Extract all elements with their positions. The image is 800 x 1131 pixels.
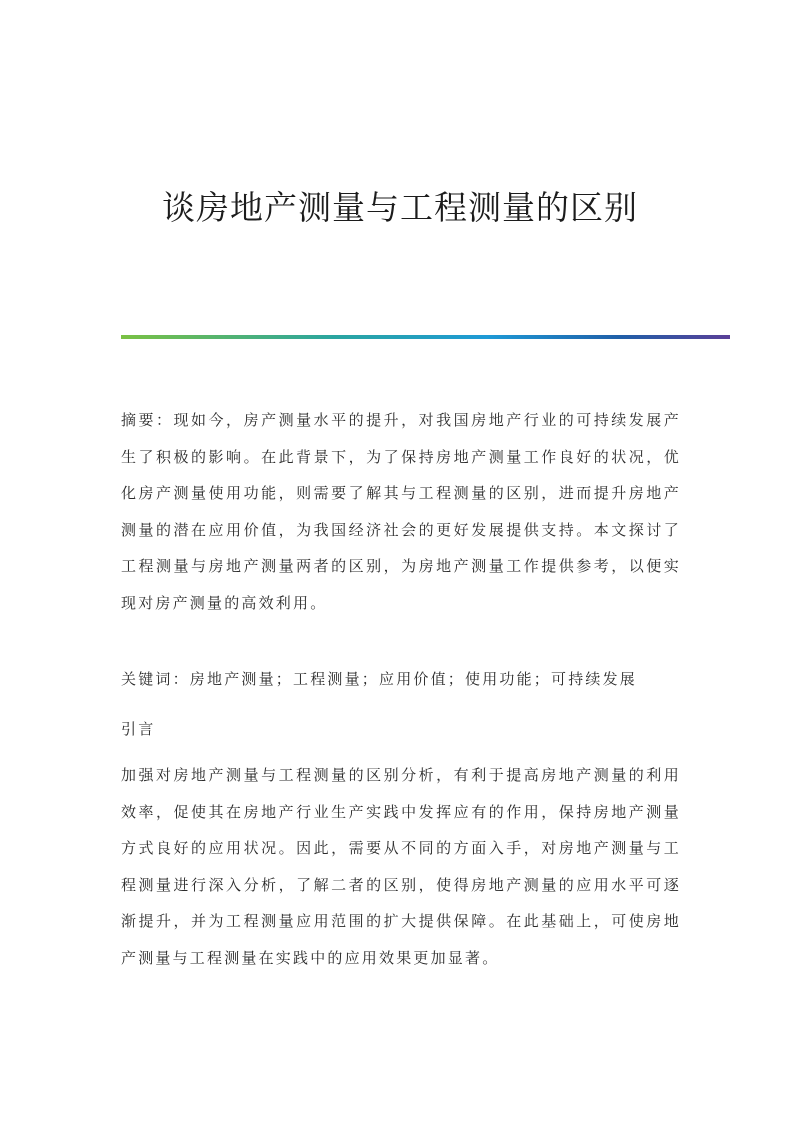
- intro-heading-section: [121, 713, 681, 745]
- title-divider: [121, 335, 730, 339]
- keywords-section: [121, 661, 681, 697]
- abstract-paragraph: 摘要：现如今，房产测量水平的提升，对我国房地产行业的可持续发展产生了积极的影响。在此背景下，为了保持房地产测量工作良好的状况，优化房产测量使用功能，则需要了解其与工程测量的区别，进而提升房地产测量的潜在应用价值，为我国经济社会的更好发展提供支持。本文探讨了工程测量与房地产测量两者的区别，为房地产测量工作提供参考，以便实现对房产测量的高效利用。: [121, 411, 681, 612]
- abstract-section: [121, 402, 681, 622]
- keywords-line: 关键词：房地产测量；工程测量；应用价值；使用功能；可持续发展: [121, 670, 638, 688]
- section-heading: 引言: [121, 720, 156, 738]
- page-title: 谈房地产测量与工程测量的区别: [162, 188, 638, 227]
- intro-paragraph: 加强对房地产测量与工程测量的区别分析，有利于提高房地产测量的利用效率，促使其在房地产行业生产实践中发挥应有的作用，保持房地产测量方式良好的应用状况。因此，需要从不同的方面入手，对房地产测量与工程测量进行深入分析，了解二者的区别，使得房地产测量的应用水平可逐渐提升，并为工程测量应用范围的扩大提供保障。在此基础上，可使房地产测量与工程测量在实践中的应用效果更加显著。: [121, 766, 681, 967]
- intro-section: [121, 757, 681, 977]
